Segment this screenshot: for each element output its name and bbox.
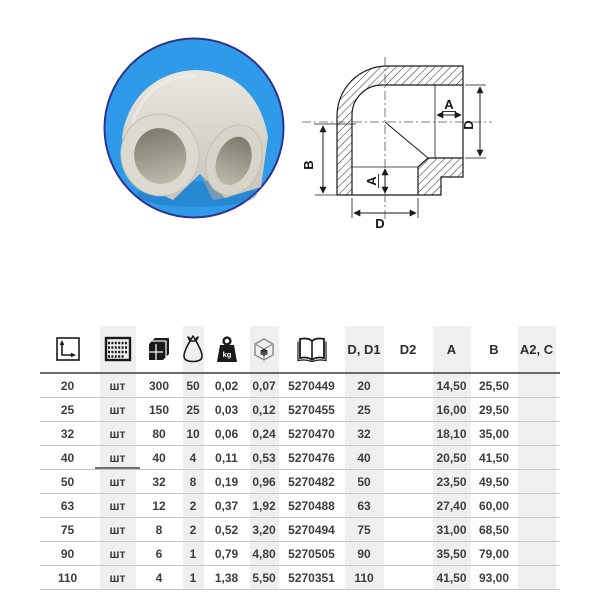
table-cell: 1 [178, 566, 208, 589]
header-label-a2-c: A2, C [519, 341, 554, 357]
table-cell: 63 [60, 498, 75, 513]
table-row [40, 446, 560, 470]
table-cell: 10 [178, 422, 208, 445]
table-cell [388, 542, 428, 565]
table-cell: 23,50 [428, 470, 475, 493]
table-cell: 32 [60, 426, 75, 441]
table-cell: 0,06 [214, 426, 239, 441]
dim-label-d-right: D [461, 120, 476, 130]
table-cell: 5270488 [288, 498, 335, 513]
technical-drawing [300, 15, 510, 230]
table-cell: 27,40 [428, 494, 475, 517]
dim-label-b: B [301, 160, 316, 170]
table-cell: 25 [60, 402, 75, 417]
table-cell: 80 [152, 426, 166, 441]
table-row [40, 518, 560, 542]
table-cell [388, 422, 428, 445]
table-cell: 25 [178, 398, 208, 421]
table-header [40, 326, 560, 374]
table-cell: 12 [152, 498, 166, 513]
table-cell [388, 446, 428, 469]
catalog-book-icon [296, 336, 328, 362]
table-cell [388, 398, 428, 421]
table-cell: 90 [60, 546, 75, 561]
table-cell: 5,50 [245, 566, 283, 589]
dim-label-d-bottom: D [375, 216, 385, 230]
table-row [40, 566, 560, 590]
header-col-b [475, 326, 513, 372]
table-cell: 32 [340, 422, 388, 445]
table-cell: 300 [148, 378, 170, 393]
table-cell: 2 [178, 494, 208, 517]
volume-cube-icon [250, 335, 278, 363]
abacus-icon [104, 336, 132, 362]
table-cell: шт [95, 470, 140, 493]
table-cell: 5270494 [288, 522, 335, 537]
table-cell: 5270482 [288, 474, 335, 489]
table-cell: 5270505 [288, 546, 335, 561]
table-cell: 20,50 [428, 446, 475, 469]
table-cell: 110 [57, 570, 78, 585]
header-col-volume [245, 326, 283, 372]
table-cell: 3,20 [245, 518, 283, 541]
table-cell [513, 446, 560, 469]
table-cell: 0,02 [214, 378, 239, 393]
product-photo [103, 37, 285, 219]
table-cell: 75 [340, 518, 388, 541]
table-cell: 40 [340, 446, 388, 469]
table-cell: 90 [340, 542, 388, 565]
table-cell: 8 [178, 470, 208, 493]
table-cell: 50 [178, 374, 208, 397]
table-cell: 50 [60, 474, 75, 489]
table-cell [513, 398, 560, 421]
table-cell [513, 374, 560, 397]
table-cell: 14,50 [428, 374, 475, 397]
table-cell: 8 [155, 522, 163, 537]
table-cell: 35,00 [478, 426, 510, 441]
table-cell: 0,19 [214, 474, 239, 489]
table-cell: 2 [178, 518, 208, 541]
table-cell: 35,50 [428, 542, 475, 565]
table-cell [388, 566, 428, 589]
table-row [40, 422, 560, 446]
weight-kg-icon [216, 336, 238, 363]
table-cell: 4 [178, 446, 208, 469]
table-cell: 5270455 [288, 402, 335, 417]
table-cell [513, 518, 560, 541]
table-cell: 93,00 [478, 570, 510, 585]
table-cell: 0,07 [245, 374, 283, 397]
header-col-a2-c [513, 326, 560, 372]
kg-label: kg [222, 349, 231, 359]
table-cell: 41,50 [478, 450, 510, 465]
table-cell [513, 542, 560, 565]
table-cell: 5270476 [288, 450, 335, 465]
table-row [40, 542, 560, 566]
table-cell: 32 [152, 474, 166, 489]
table-cell: 63 [340, 494, 388, 517]
table-cell: 50 [340, 470, 388, 493]
table-cell: 0,53 [245, 446, 283, 469]
table-cell: 25 [340, 398, 388, 421]
header-col-weight [208, 326, 245, 372]
dim-label-a-bottom: A [364, 176, 379, 186]
table-cell: 1,38 [214, 570, 239, 585]
dimension-D-right [461, 85, 486, 158]
table-cell: 6 [155, 546, 163, 561]
bag-icon [180, 335, 206, 363]
table-cell: 0,24 [245, 422, 283, 445]
table-cell: 0,03 [214, 402, 239, 417]
table-cell: шт [95, 518, 140, 541]
table-cell [513, 422, 560, 445]
table-cell: 0,52 [214, 522, 239, 537]
table-cell [513, 494, 560, 517]
header-col-article [283, 326, 340, 372]
table-cell: 5270449 [288, 378, 335, 393]
table-row [40, 398, 560, 422]
table-cell: 1,92 [245, 494, 283, 517]
header-label-d-d1: D, D1 [347, 341, 381, 357]
header-col-qty-per-box [95, 326, 140, 372]
header-label-b: B [489, 341, 499, 357]
table-cell: 20 [60, 378, 75, 393]
table-cell: 150 [148, 402, 170, 417]
dimensions-icon [55, 336, 81, 362]
table-cell: шт [95, 494, 140, 517]
table-body [40, 374, 560, 590]
table-cell: 25,50 [478, 378, 510, 393]
header-col-d-d1 [340, 326, 388, 372]
header-col-bag [178, 326, 208, 372]
table-cell: 20 [340, 374, 388, 397]
dim-label-a-right: A [444, 97, 454, 112]
table-cell: 0,79 [214, 546, 239, 561]
header-label-a: A [446, 341, 457, 357]
table-cell: 40 [60, 450, 75, 465]
table-cell: 0,11 [215, 450, 238, 465]
table-cell: 40 [152, 450, 166, 465]
table-cell: шт [95, 422, 140, 445]
table-cell: шт [95, 398, 140, 421]
table-cell: 0,96 [245, 470, 283, 493]
table-row [40, 470, 560, 494]
table-cell: 18,10 [428, 422, 475, 445]
table-cell: 1 [178, 542, 208, 565]
table-cell [388, 494, 428, 517]
table-cell: шт [95, 542, 140, 565]
table-row [40, 374, 560, 398]
table-cell [513, 470, 560, 493]
table-cell [513, 566, 560, 589]
table-cell: 5270351 [288, 570, 335, 585]
table-cell: 4,80 [245, 542, 283, 565]
table-cell [388, 470, 428, 493]
table-cell: 68,50 [478, 522, 510, 537]
table-cell: 16,00 [428, 398, 475, 421]
table-cell: шт [95, 374, 140, 397]
table-cell [388, 374, 428, 397]
header-col-d2 [388, 326, 428, 372]
table-cell: 49,50 [478, 474, 510, 489]
package-cube-icon [145, 336, 173, 363]
table-cell [388, 518, 428, 541]
table-cell: 60,00 [478, 498, 510, 513]
table-cell: шт [95, 446, 140, 469]
spec-table [40, 326, 560, 590]
table-cell: 0,12 [245, 398, 283, 421]
table-cell: 29,50 [478, 402, 510, 417]
header-col-a [428, 326, 475, 372]
header-label-d2: D2 [399, 341, 417, 357]
table-cell: 79,00 [478, 546, 510, 561]
table-cell: 31,00 [428, 518, 475, 541]
table-cell: 41,50 [428, 566, 475, 589]
table-cell: 75 [60, 522, 75, 537]
table-cell: 0,37 [214, 498, 239, 513]
table-cell: 110 [340, 566, 388, 589]
header-col-box [140, 326, 178, 372]
header-col-dimensions [40, 326, 95, 372]
table-cell: 5270470 [288, 426, 335, 441]
table-cell: шт [95, 566, 140, 589]
table-cell: 4 [155, 570, 163, 585]
table-row [40, 494, 560, 518]
